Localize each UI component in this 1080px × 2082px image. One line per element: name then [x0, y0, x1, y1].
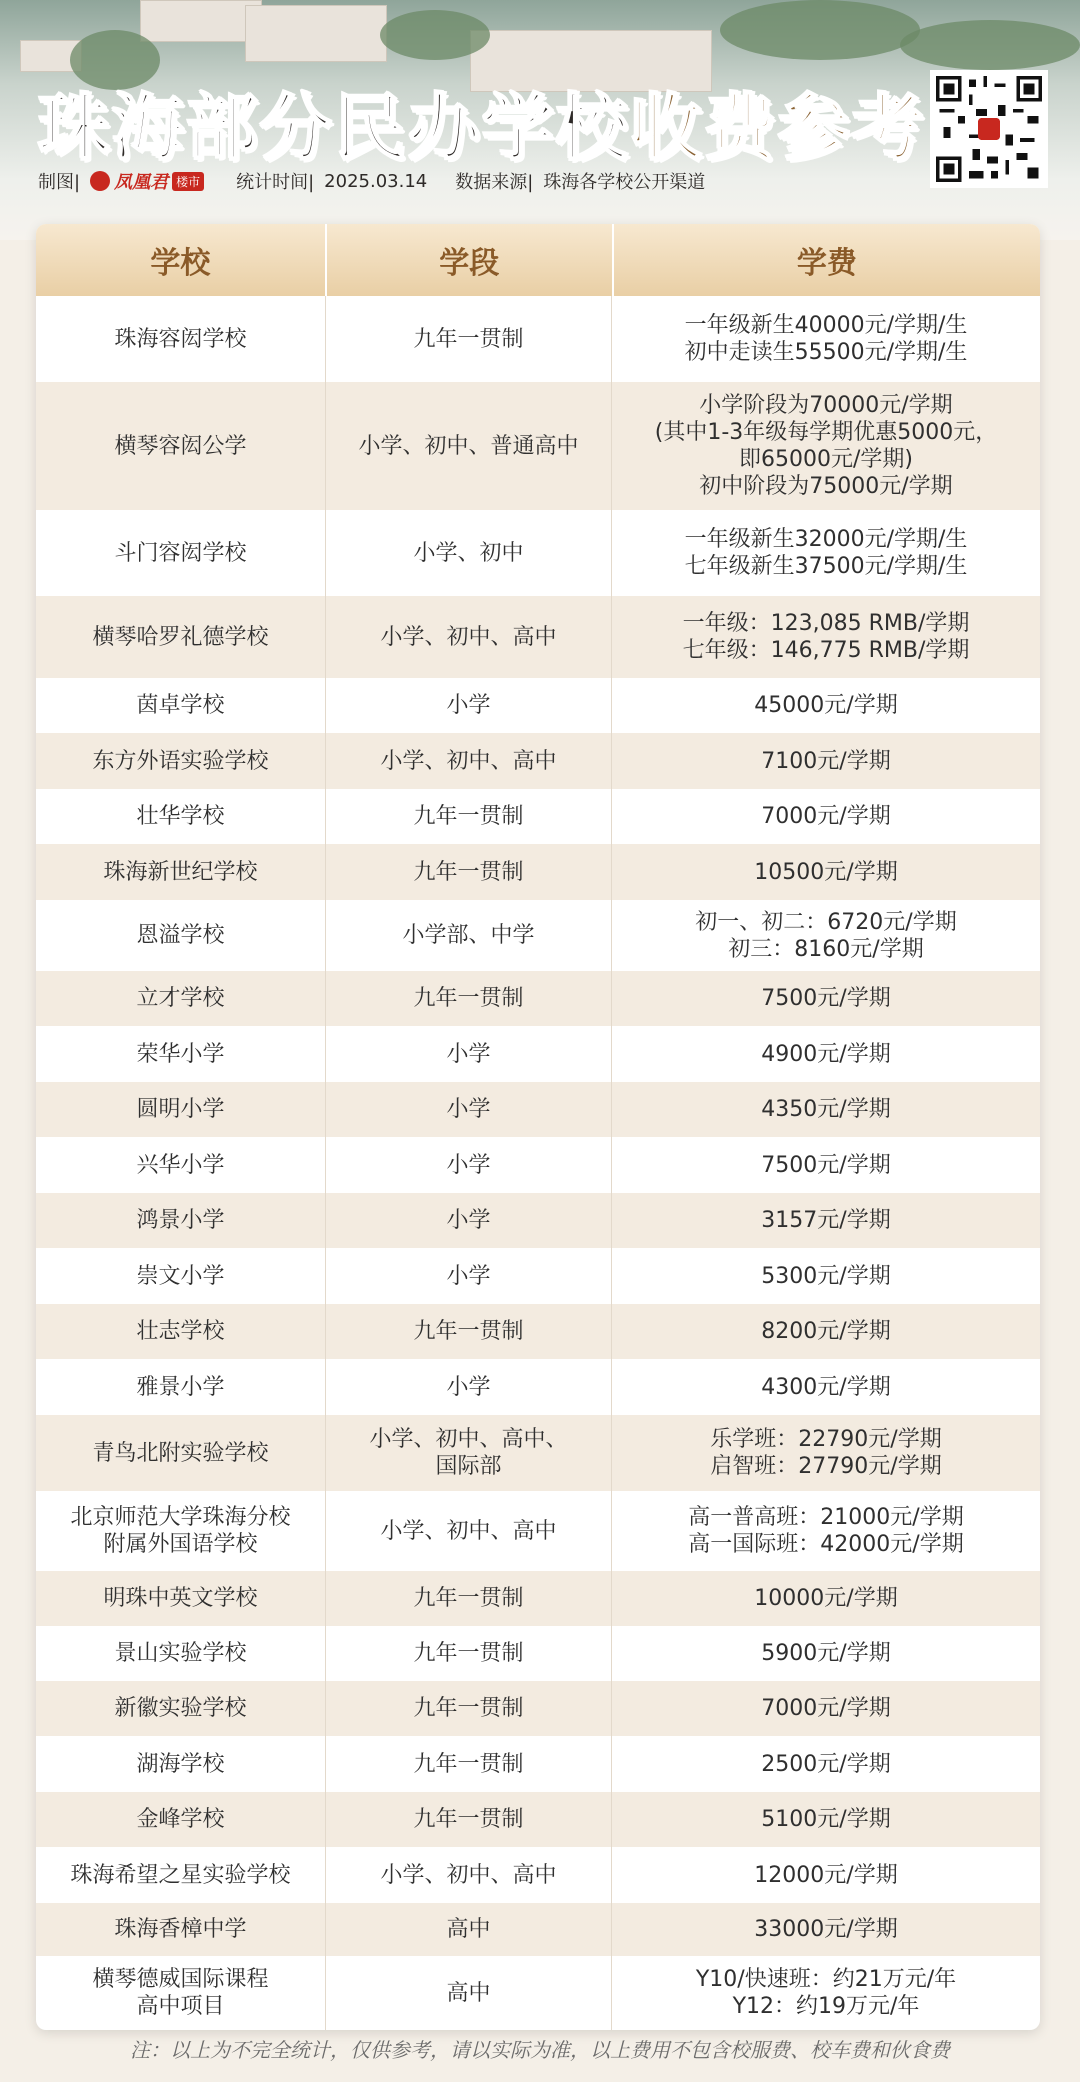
- school-cell: 斗门容闳学校: [36, 510, 326, 596]
- header-school: 学校: [36, 224, 327, 296]
- stage-cell: 小学、初中、高中: [326, 1491, 612, 1571]
- phoenix-logo-icon: [90, 171, 110, 191]
- table-row: [36, 971, 1040, 1026]
- fee-cell: 初一、初二：6720元/学期 初三：8160元/学期: [695, 909, 957, 962]
- table-row: [36, 844, 1040, 900]
- meta-line: [38, 168, 705, 194]
- school-cell: 壮志学校: [36, 1304, 326, 1359]
- school-cell: 立才学校: [36, 971, 326, 1026]
- tree-canopy: [720, 0, 920, 60]
- fee-cell: 45000元/学期: [754, 693, 898, 718]
- fee-cell: 4350元/学期: [761, 1097, 891, 1122]
- school-cell: 新徽实验学校: [36, 1681, 326, 1736]
- stage-cell: 小学、初中: [326, 510, 612, 596]
- brand-name: 凤凰君: [114, 172, 169, 193]
- fee-cell: 4900元/学期: [761, 1041, 891, 1067]
- stage-cell: 九年一贯制: [326, 1681, 612, 1736]
- table-row: [36, 1903, 1040, 1956]
- stage-cell: 小学、初中、高中: [326, 1847, 612, 1903]
- fee-cell: 33000元/学期: [754, 1917, 898, 1942]
- stage-cell: 小学: [326, 678, 612, 733]
- school-cell: 茵卓学校: [36, 678, 326, 733]
- qr-code-icon[interactable]: [930, 70, 1048, 188]
- school-cell: 东方外语实验学校: [36, 733, 326, 789]
- stage-cell: 小学、初中、高中、 国际部: [326, 1415, 612, 1491]
- table-row: [36, 1137, 1040, 1193]
- stage-cell: 九年一贯制: [326, 1571, 612, 1626]
- footnote: 注：以上为不完全统计，仅供参考，请以实际为准，以上费用不包含校服费、校车费和伙食费: [130, 2038, 950, 2062]
- page-title: [38, 70, 926, 174]
- school-cell: 湖海学校: [36, 1736, 326, 1792]
- school-cell: 珠海新世纪学校: [36, 844, 326, 900]
- campus-building: [245, 5, 387, 62]
- table-body: [36, 296, 1040, 2030]
- stage-cell: 小学: [326, 1359, 612, 1415]
- stat-time-label: 统计时间|: [236, 172, 315, 193]
- school-cell: 景山实验学校: [36, 1626, 326, 1681]
- tree-canopy: [900, 20, 1080, 70]
- table-row: [36, 1736, 1040, 1792]
- title-accent: 收费参考: [630, 86, 927, 170]
- fee-cell: 10000元/学期: [754, 1586, 898, 1611]
- school-cell: 横琴容闳公学: [36, 382, 326, 510]
- fee-cell: 4300元/学期: [761, 1374, 891, 1400]
- stage-cell: 九年一贯制: [326, 296, 612, 382]
- table-row: [36, 1248, 1040, 1304]
- table-row: [36, 1082, 1040, 1137]
- stage-cell: 小学、初中、高中: [326, 733, 612, 789]
- school-cell: 兴华小学: [36, 1137, 326, 1193]
- fee-cell: 一年级新生40000元/学期/生 初中走读生55500元/学期/生: [684, 313, 968, 365]
- fee-cell: 10500元/学期: [754, 859, 898, 885]
- table-row: [36, 1847, 1040, 1903]
- stage-cell: 九年一贯制: [326, 789, 612, 844]
- stage-cell: 九年一贯制: [326, 1304, 612, 1359]
- school-cell: 金峰学校: [36, 1792, 326, 1847]
- fee-cell: 7500元/学期: [761, 986, 891, 1011]
- table-row: [36, 789, 1040, 844]
- table-row: [36, 382, 1040, 510]
- stage-cell: 高中: [326, 1956, 612, 2030]
- fee-cell: 5100元/学期: [761, 1807, 891, 1832]
- school-cell: 壮华学校: [36, 789, 326, 844]
- stage-cell: 九年一贯制: [326, 1792, 612, 1847]
- fee-cell: 8200元/学期: [761, 1319, 891, 1344]
- school-cell: 珠海希望之星实验学校: [36, 1847, 326, 1903]
- table-row: [36, 1626, 1040, 1681]
- fee-cell: 3157元/学期: [761, 1208, 891, 1233]
- table-header: [36, 224, 1040, 296]
- title-main: 珠海部分民办学校: [38, 86, 631, 170]
- stage-cell: 小学、初中、高中: [326, 596, 612, 678]
- fee-cell: Y10/快速班：约21万元/年 Y12：约19万元/年: [695, 1967, 957, 2019]
- stage-cell: 高中: [326, 1903, 612, 1956]
- stage-cell: 九年一贯制: [326, 971, 612, 1026]
- stage-cell: 小学: [326, 1248, 612, 1304]
- fee-cell: 5900元/学期: [761, 1641, 891, 1666]
- school-cell: 珠海容闳学校: [36, 296, 326, 382]
- source-value: 珠海各学校公开渠道: [543, 172, 706, 193]
- school-cell: 荣华小学: [36, 1026, 326, 1082]
- table-row: [36, 1491, 1040, 1571]
- stage-cell: 小学: [326, 1193, 612, 1248]
- tree-canopy: [380, 10, 490, 60]
- stage-cell: 九年一贯制: [326, 1626, 612, 1681]
- table-row: [36, 900, 1040, 971]
- table-row: [36, 1359, 1040, 1415]
- fee-cell: 7000元/学期: [761, 804, 891, 829]
- stage-cell: 九年一贯制: [326, 844, 612, 900]
- table-row: [36, 1571, 1040, 1626]
- school-cell: 明珠中英文学校: [36, 1571, 326, 1626]
- table-row: [36, 1026, 1040, 1082]
- school-cell: 圆明小学: [36, 1082, 326, 1137]
- school-cell: 北京师范大学珠海分校 附属外国语学校: [36, 1491, 326, 1571]
- table-row: [36, 1956, 1040, 2030]
- stage-cell: 小学: [326, 1137, 612, 1193]
- table-row: [36, 1304, 1040, 1359]
- header-fee: 学费: [796, 246, 857, 281]
- stage-cell: 小学、初中、普通高中: [326, 382, 612, 510]
- fee-cell: 2500元/学期: [761, 1751, 891, 1777]
- school-cell: 崇文小学: [36, 1248, 326, 1304]
- table-row: [36, 1681, 1040, 1736]
- campus-building: [140, 0, 262, 42]
- fee-cell: 高一普高班：21000元/学期 高一国际班：42000元/学期: [688, 1505, 964, 1557]
- table-row: [36, 678, 1040, 733]
- fee-table: [36, 224, 1040, 2030]
- fee-cell: 7500元/学期: [761, 1152, 891, 1178]
- header-stage: 学段: [327, 224, 614, 296]
- maker-label: 制图|: [38, 172, 81, 193]
- source-label: 数据来源|: [455, 172, 534, 193]
- table-row: [36, 1792, 1040, 1847]
- table-row: [36, 1415, 1040, 1491]
- stage-cell: 小学部、中学: [326, 900, 612, 971]
- school-cell: 横琴德威国际课程 高中项目: [36, 1956, 326, 2030]
- table-row: [36, 510, 1040, 596]
- fee-cell: 5300元/学期: [761, 1263, 891, 1289]
- school-cell: 恩溢学校: [36, 900, 326, 971]
- brand-logo: [90, 168, 204, 194]
- stage-cell: 小学: [326, 1026, 612, 1082]
- fee-cell: 12000元/学期: [754, 1862, 898, 1888]
- stage-cell: 九年一贯制: [326, 1736, 612, 1792]
- fee-cell: 一年级新生32000元/学期/生 七年级新生37500元/学期/生: [684, 527, 968, 579]
- school-cell: 横琴哈罗礼德学校: [36, 596, 326, 678]
- stat-time: 2025.03.14: [324, 170, 428, 192]
- fee-cell: 一年级：123,085 RMB/学期 七年级：146,775 RMB/学期: [682, 611, 970, 663]
- stage-cell: 小学: [326, 1082, 612, 1137]
- fee-cell: 小学阶段为70000元/学期 (其中1-3年级每学期优惠5000元， 即65000元/学期) 初中阶段为75000元/学期: [654, 393, 998, 499]
- school-cell: 青鸟北附实验学校: [36, 1415, 326, 1491]
- table-row: [36, 1193, 1040, 1248]
- table-row: [36, 296, 1040, 382]
- school-cell: 鸿景小学: [36, 1193, 326, 1248]
- fee-cell: 乐学班：22790元/学期 启智班：27790元/学期: [710, 1427, 942, 1479]
- school-cell: 雅景小学: [36, 1359, 326, 1415]
- table-row: [36, 733, 1040, 789]
- fee-cell: 7100元/学期: [761, 748, 891, 774]
- school-cell: 珠海香樟中学: [36, 1903, 326, 1956]
- fee-cell: 7000元/学期: [761, 1696, 891, 1721]
- table-row: [36, 596, 1040, 678]
- brand-tag: 楼市: [172, 172, 204, 191]
